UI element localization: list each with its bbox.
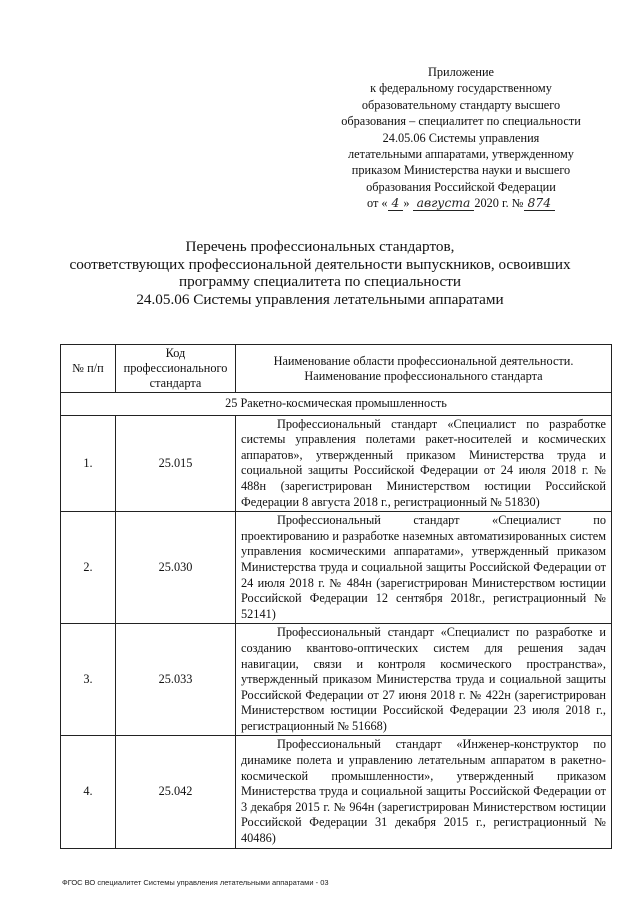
appendix-line: летательными аппаратами, утвержденному <box>348 147 574 162</box>
order-prefix: от « <box>366 196 388 211</box>
order-month-handwritten: августа <box>413 196 475 211</box>
table-row <box>61 415 612 512</box>
order-number-handwritten: 874 <box>524 196 555 211</box>
row-description: Профессиональный стандарт «Специалист по разработке и созданию квантово-оптических систем для решения задач навигации, связи и контроля космического пространства», утвержденный приказом Министерства труда и социальной защиты Российской Федерации от 27 июня 2018 г. № 422н (зарегистрирован Министерством юстиции Российской Федерации 23 июля 2018 г., регистрационный № 51668) <box>236 624 612 736</box>
appendix-line: приказом Министерства науки и высшего <box>351 163 571 178</box>
table-row <box>61 512 612 624</box>
header-num: № п/п <box>61 345 116 393</box>
order-mid: » <box>403 196 410 211</box>
page-footer: ФГОС ВО специалитет Системы управления летательными аппаратами - 03 <box>62 878 329 887</box>
order-date-line <box>318 195 604 211</box>
section-row <box>61 393 612 416</box>
table-row <box>61 736 612 848</box>
row-description: Профессиональный стандарт «Специалист по проектированию и разработке наземных автоматизированных систем управления космическими аппаратами», утвержденный приказом Министерства труда и социальной защиты Российской Федерации от 24 июля 2018 г. № 484н (зарегистрирован Министерством юстиции Российской Федерации 12 сентября 2018г., регистрационный № 52141) <box>236 512 612 624</box>
row-code: 25.033 <box>116 624 236 736</box>
row-code: 25.030 <box>116 512 236 624</box>
appendix-line: 24.05.06 Системы управления <box>382 130 540 145</box>
document-title <box>40 238 600 308</box>
row-num: 2. <box>61 512 116 624</box>
standards-table <box>60 344 612 849</box>
row-num: 1. <box>61 415 116 512</box>
appendix-line: образования – специалитет по специальности <box>341 114 581 129</box>
appendix-line: образовательному стандарту высшего <box>361 97 561 112</box>
appendix-block <box>318 64 604 212</box>
order-year: 2020 г. № <box>474 196 524 211</box>
row-num: 4. <box>61 736 116 848</box>
section-title: 25 Ракетно-космическая промышленность <box>61 393 612 416</box>
header-name: Наименование области профессиональной деятельности. Наименование профессионального стандарта <box>236 345 612 393</box>
row-code: 25.015 <box>116 415 236 512</box>
appendix-line: к федеральному государственному <box>370 81 552 96</box>
row-code: 25.042 <box>116 736 236 848</box>
header-code: Код профессионального стандарта <box>116 345 236 393</box>
title-line: программу специалитета по специальности <box>178 273 462 290</box>
row-description: Профессиональный стандарт «Инженер-конструктор по динамике полета и управлению летательным аппаратом в ракетно-космической промышленности», утвержденный приказом Министерства труда и социальной защиты Российской Федерации от 3 декабря 2015 г. № 964н (зарегистрирован Министерством юстиции Российской Федерации 31 декабря 2015 г., регистрационный № 40486) <box>236 736 612 848</box>
order-day-handwritten: 4 <box>388 196 404 211</box>
appendix-line: образования Российской Федерации <box>366 179 556 194</box>
table-header-row <box>61 345 612 393</box>
title-line: 24.05.06 Системы управления летательными аппаратами <box>136 290 504 308</box>
row-num: 3. <box>61 624 116 736</box>
title-line: Перечень профессиональных стандартов, <box>185 238 455 255</box>
appendix-line: Приложение <box>428 65 494 79</box>
title-line: соответствующих профессиональной деятельности выпускников, освоивших <box>69 255 571 273</box>
table-row <box>61 624 612 736</box>
row-description: Профессиональный стандарт «Специалист по разработке системы управления полетами ракет-носителей и космических аппаратов», утвержденный приказом Министерства труда и социальной защиты Российской Федерации от 24 июля 2018 г. № 488н (зарегистрирован Министерством юстиции Российской Федерации 8 августа 2018 г., регистрационный № 51830) <box>236 415 612 512</box>
